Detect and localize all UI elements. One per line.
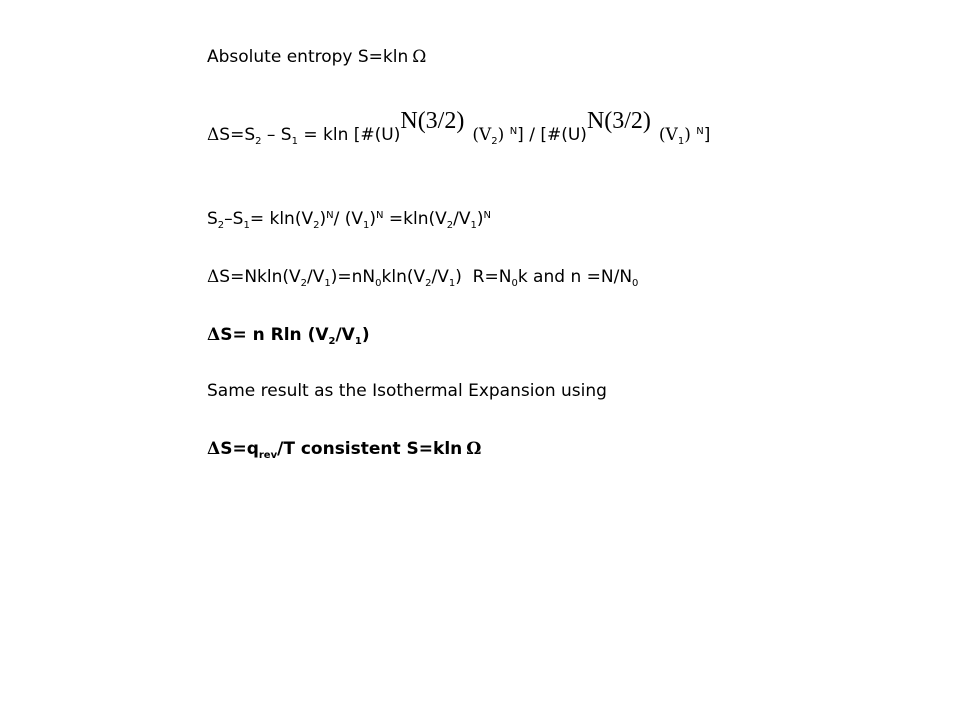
delta-s-qrev-line: $\Delta S=q_{rev}/T$ consistent S=kln Ω	[207, 439, 482, 461]
delta-s-nrln-result: ΔS= n Rln $(V_2/V_1)$	[207, 325, 370, 347]
delta-s-microstates-line: $\Delta S=S_2 - S_1 = kln$ [$\#(U)N(3/2)(V_2)$ $^N] / [\#(U)N(3/2)(V_1)$ $^N$]	[207, 108, 711, 147]
delta-symbol: Δ	[207, 125, 220, 145]
s2-minus-s1-line: $S_2-S_1= kln(V_2)^N/$ $(V_1)^N =kln(V_2/V_1)^N$	[207, 209, 492, 231]
exponent-n-three-halves: N(3/2)	[400, 108, 465, 134]
delta-s-nkln-line: $\Delta S=Nkln(V_2/V_1)=nN_0kln(V_2/V_1)$ $R=N_0k$ and $n =N/N_0$	[207, 267, 639, 289]
omega-symbol: Ω	[412, 47, 427, 67]
absolute-entropy-line	[207, 46, 426, 68]
line1-text: Absolute entropy S=kln	[207, 47, 409, 67]
exponent-n-three-halves: N(3/2)	[586, 108, 651, 134]
same-result-line: Same result as the Isothermal Expansion using	[207, 381, 607, 401]
delta-symbol: Δ	[207, 267, 220, 287]
delta-symbol: Δ	[207, 325, 221, 345]
delta-symbol: Δ	[207, 439, 221, 459]
omega-symbol: Ω	[466, 439, 482, 459]
